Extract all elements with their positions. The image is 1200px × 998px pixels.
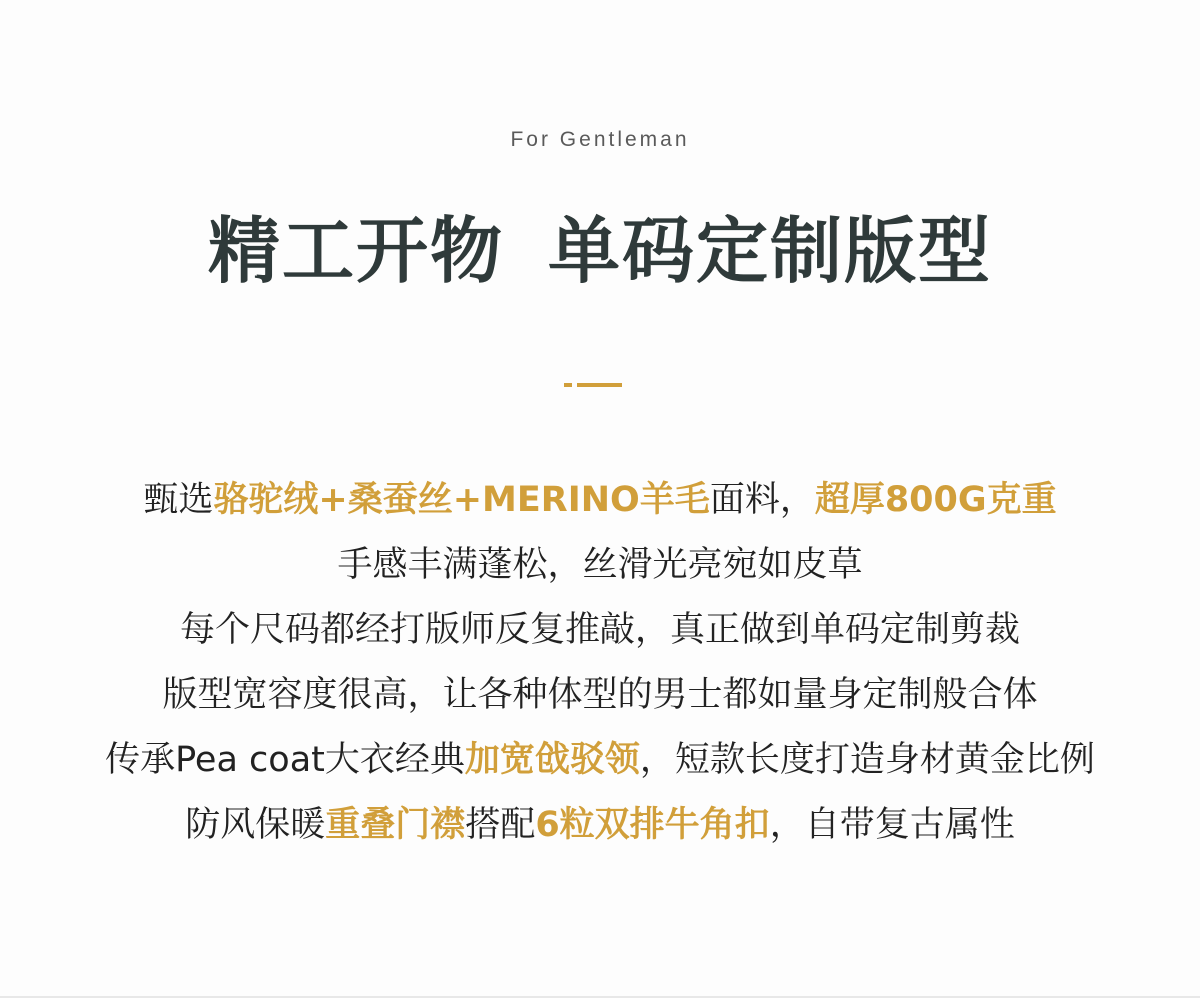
description-line: [0, 598, 1200, 663]
section-headline: [0, 206, 1200, 296]
description-text: 搭配: [465, 805, 536, 845]
section-eyebrow: For Gentleman: [510, 128, 690, 151]
highlight-text: 加宽戗驳领: [464, 740, 640, 780]
headline-part-1: 精工开物: [207, 208, 504, 293]
highlight-text: 超厚800G克重: [814, 480, 1057, 520]
divider-bar: [577, 383, 622, 387]
description-text: 甄选: [143, 480, 214, 520]
accent-divider: [564, 383, 622, 387]
description-text: 防风保暖: [185, 805, 326, 845]
description-line: [0, 533, 1200, 598]
divider-dot: [564, 383, 572, 387]
headline-part-2: 单码定制版型: [548, 208, 993, 293]
description-line: [0, 728, 1200, 793]
description-text: 手感丰满蓬松，丝滑光亮宛如皮草: [337, 545, 863, 585]
highlight-text: 6粒双排牛角扣: [535, 805, 770, 845]
description-text: 面料，: [709, 480, 815, 520]
description-text: 每个尺码都经打版师反复推敲，真正做到单码定制剪裁: [179, 610, 1020, 650]
description-line: [0, 663, 1200, 728]
description-text: ，短款长度打造身材黄金比例: [639, 740, 1095, 780]
product-description: [0, 468, 1200, 858]
description-text: 版型宽容度很高，让各种体型的男士都如量身定制般合体: [162, 675, 1038, 715]
description-line: [0, 793, 1200, 858]
description-text: 传承Pea coat大衣经典: [105, 740, 465, 780]
description-text: ，自带复古属性: [769, 805, 1015, 845]
highlight-text: 骆驼绒+桑蚕丝+MERINO羊毛: [213, 480, 710, 520]
highlight-text: 重叠门襟: [325, 805, 466, 845]
description-line: [0, 468, 1200, 533]
